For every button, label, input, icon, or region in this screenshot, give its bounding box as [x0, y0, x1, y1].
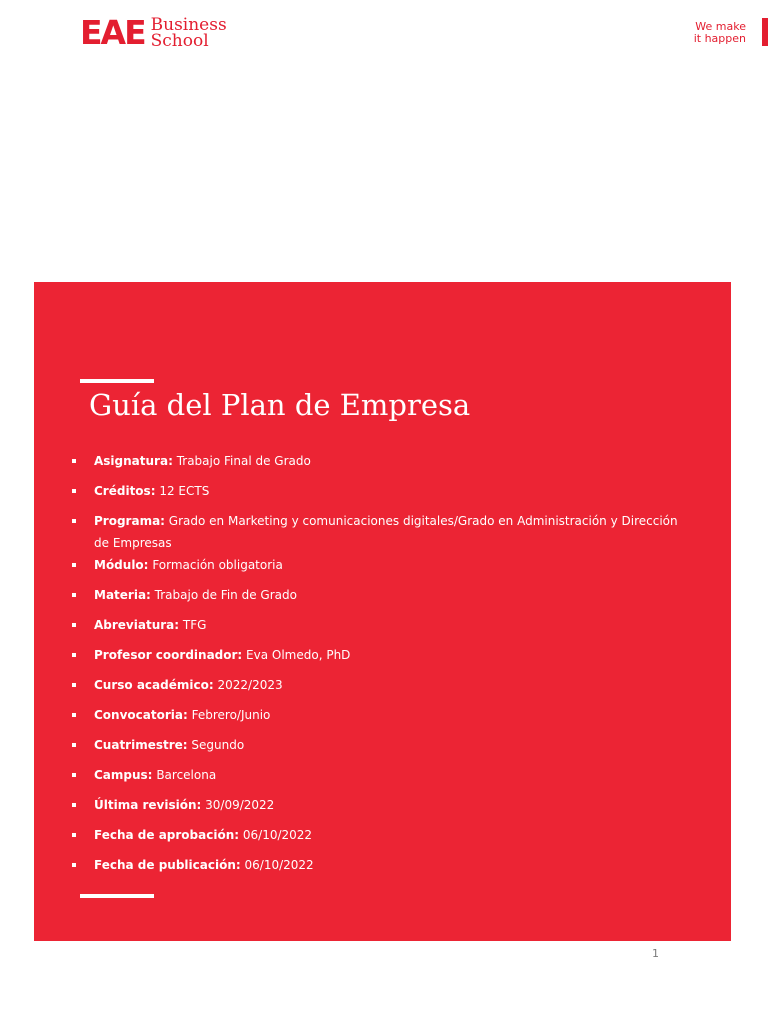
info-item-campus	[70, 764, 680, 786]
bullet-icon	[72, 489, 76, 493]
info-item-creditos	[70, 480, 680, 502]
info-label: Módulo:	[94, 558, 149, 572]
page-number: 1	[652, 947, 659, 960]
course-info-list	[70, 450, 680, 884]
info-value: Segundo	[191, 738, 245, 752]
info-value: 2022/2023	[217, 678, 283, 692]
info-value: 12 ECTS	[159, 484, 210, 498]
info-value: 06/10/2022	[244, 858, 314, 872]
info-label: Abreviatura:	[94, 618, 180, 632]
tagline	[694, 21, 746, 45]
bullet-icon	[72, 519, 76, 523]
info-item-abreviatura	[70, 614, 680, 636]
info-value: Eva Olmedo, PhD	[246, 648, 351, 662]
info-label: Materia:	[94, 588, 151, 602]
info-value: 30/09/2022	[205, 798, 275, 812]
info-value: Barcelona	[156, 768, 217, 782]
top-divider	[80, 379, 154, 383]
info-label: Asignatura:	[94, 454, 173, 468]
info-label: Fecha de aprobación:	[94, 828, 240, 842]
logo-wordmark-line2: School	[150, 30, 209, 51]
info-label: Última revisión:	[94, 798, 202, 812]
info-item-asignatura	[70, 450, 680, 472]
info-item-ultima-revision	[70, 794, 680, 816]
info-label: Campus:	[94, 768, 153, 782]
info-label: Curso académico:	[94, 678, 214, 692]
tagline-line1: We make	[695, 20, 746, 33]
info-label: Profesor coordinador:	[94, 648, 243, 662]
logo-wordmark	[150, 14, 227, 51]
bullet-icon	[72, 623, 76, 627]
bullet-icon	[72, 593, 76, 597]
eae-logo	[80, 13, 227, 52]
bullet-icon	[72, 833, 76, 837]
bullet-icon	[72, 459, 76, 463]
bullet-icon	[72, 803, 76, 807]
info-item-profesor	[70, 644, 680, 666]
info-value: Trabajo Final de Grado	[176, 454, 311, 468]
bullet-icon	[72, 713, 76, 717]
info-label: Créditos:	[94, 484, 156, 498]
info-item-fecha-publicacion	[70, 854, 680, 876]
bottom-divider	[80, 894, 154, 898]
info-value: Formación obligatoria	[152, 558, 283, 572]
tagline-line2: it happen	[693, 32, 746, 45]
info-value: Grado en Marketing y comunicaciones digitales/Grado en Administración y Dirección de Empresas	[94, 514, 678, 550]
info-label: Fecha de publicación:	[94, 858, 241, 872]
info-item-modulo	[70, 554, 680, 576]
bullet-icon	[72, 563, 76, 567]
info-item-cuatrimestre	[70, 734, 680, 756]
info-value: 06/10/2022	[242, 828, 313, 842]
info-item-programa	[70, 510, 680, 554]
info-item-curso	[70, 674, 680, 696]
info-item-materia	[70, 584, 680, 606]
edge-accent-bar	[762, 18, 768, 46]
info-value: TFG	[182, 618, 207, 632]
info-value: Trabajo de Fin de Grado	[154, 588, 297, 602]
bullet-icon	[72, 683, 76, 687]
bullet-icon	[72, 653, 76, 657]
bullet-icon	[72, 743, 76, 747]
info-label: Convocatoria:	[94, 708, 188, 722]
logo-wordmark-line1: Business	[150, 14, 227, 35]
bullet-icon	[72, 773, 76, 777]
info-item-convocatoria	[70, 704, 680, 726]
info-item-fecha-aprobacion	[70, 824, 680, 846]
info-label: Cuatrimestre:	[94, 738, 188, 752]
document-title: Guía del Plan de Empresa	[89, 388, 471, 422]
info-label: Programa:	[94, 514, 165, 528]
info-value: Febrero/Junio	[191, 708, 271, 722]
cover-panel	[34, 282, 731, 941]
bullet-icon	[72, 863, 76, 867]
logo-mark: EAE	[80, 13, 145, 52]
